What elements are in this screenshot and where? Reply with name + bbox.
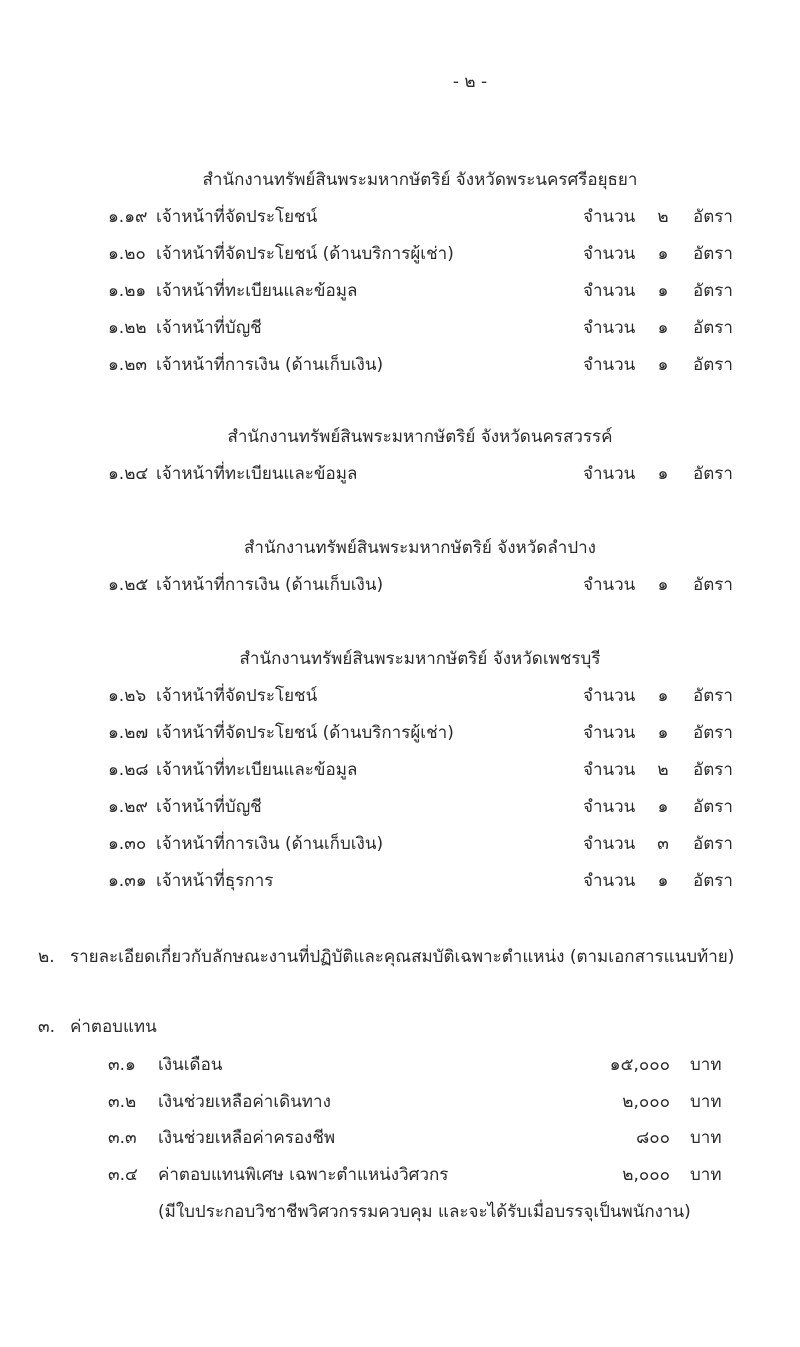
position-count: ๑ bbox=[657, 575, 669, 595]
position-number: ๑.๒๐ bbox=[108, 244, 146, 264]
unit-label: อัตรา bbox=[693, 318, 733, 338]
count-label: จำนวน bbox=[583, 281, 636, 301]
unit-label: อัตรา bbox=[693, 207, 733, 227]
position-count: ๑ bbox=[657, 318, 669, 338]
count-label: จำนวน bbox=[583, 207, 636, 227]
position-number: ๑.๒๓ bbox=[108, 355, 148, 375]
position-number: ๑.๒๙ bbox=[108, 797, 148, 817]
unit-label: อัตรา bbox=[693, 871, 733, 891]
position-number: ๑.๒๖ bbox=[108, 686, 147, 706]
section-3-number: ๓. bbox=[38, 1017, 56, 1037]
position-title: เจ้าหน้าที่บัญชี bbox=[156, 318, 262, 338]
position-title: เจ้าหน้าที่จัดประโยชน์ bbox=[156, 686, 318, 706]
unit-label: อัตรา bbox=[693, 760, 733, 780]
position-title: เจ้าหน้าที่ทะเบียนและข้อมูล bbox=[156, 464, 358, 484]
unit-label: อัตรา bbox=[693, 244, 733, 264]
compensation-title: เงินช่วยเหลือค่าครองชีพ bbox=[158, 1128, 336, 1149]
position-title: เจ้าหน้าที่การเงิน (ด้านเก็บเงิน) bbox=[156, 575, 384, 595]
count-label: จำนวน bbox=[583, 686, 636, 706]
compensation-number: ๓.๑ bbox=[108, 1055, 136, 1075]
position-number: ๑.๒๕ bbox=[108, 575, 149, 595]
count-label: จำนวน bbox=[583, 723, 636, 743]
section-2-number: ๒. bbox=[38, 947, 55, 967]
position-count: ๑ bbox=[657, 244, 669, 264]
unit-label: อัตรา bbox=[693, 575, 733, 595]
currency-label: บาท bbox=[690, 1055, 722, 1075]
unit-label: อัตรา bbox=[693, 723, 733, 743]
currency-label: บาท bbox=[690, 1091, 722, 1112]
office-heading: สำนักงานทรัพย์สินพระมหากษัตริย์ จังหวัดนครสวรรค์ bbox=[227, 427, 613, 447]
position-title: เจ้าหน้าที่ธุรการ bbox=[156, 871, 274, 891]
compensation-number: ๓.๔ bbox=[108, 1165, 138, 1186]
unit-label: อัตรา bbox=[693, 797, 733, 817]
position-title: เจ้าหน้าที่ทะเบียนและข้อมูล bbox=[156, 281, 358, 301]
count-label: จำนวน bbox=[583, 871, 636, 891]
compensation-amount: ๑๕,๐๐๐ bbox=[609, 1055, 670, 1075]
count-label: จำนวน bbox=[583, 797, 636, 817]
unit-label: อัตรา bbox=[693, 464, 733, 484]
position-count: ๒ bbox=[657, 207, 669, 227]
compensation-number: ๓.๓ bbox=[108, 1128, 137, 1149]
compensation-note: (มีใบประกอบวิชาชีพวิศวกรรมควบคุม และจะได้รับเมื่อบรรจุเป็นพนักงาน) bbox=[158, 1202, 691, 1222]
position-count: ๑ bbox=[657, 686, 669, 706]
position-count: ๓ bbox=[657, 834, 669, 854]
count-label: จำนวน bbox=[583, 760, 636, 780]
position-count: ๑ bbox=[657, 723, 669, 743]
position-count: ๑ bbox=[657, 871, 669, 891]
position-number: ๑.๓๑ bbox=[108, 871, 147, 891]
position-title: เจ้าหน้าที่จัดประโยชน์ (ด้านบริการผู้เช่า) bbox=[156, 244, 454, 264]
count-label: จำนวน bbox=[583, 464, 636, 484]
currency-label: บาท bbox=[690, 1165, 722, 1186]
unit-label: อัตรา bbox=[693, 355, 733, 375]
position-title: เจ้าหน้าที่การเงิน (ด้านเก็บเงิน) bbox=[156, 355, 384, 375]
page-number: - ๒ - bbox=[452, 72, 488, 92]
position-count: ๑ bbox=[657, 464, 669, 484]
position-title: เจ้าหน้าที่การเงิน (ด้านเก็บเงิน) bbox=[156, 834, 384, 854]
compensation-title: เงินช่วยเหลือค่าเดินทาง bbox=[158, 1091, 331, 1112]
unit-label: อัตรา bbox=[693, 281, 733, 301]
section-3-title: ค่าตอบแทน bbox=[70, 1017, 157, 1037]
count-label: จำนวน bbox=[583, 834, 636, 854]
compensation-amount: ๒,๐๐๐ bbox=[622, 1091, 670, 1112]
compensation-amount: ๒,๐๐๐ bbox=[622, 1165, 670, 1186]
position-number: ๑.๒๔ bbox=[108, 464, 149, 484]
position-number: ๑.๑๙ bbox=[108, 207, 148, 227]
compensation-title: เงินเดือน bbox=[158, 1055, 223, 1075]
position-count: ๑ bbox=[657, 797, 669, 817]
office-heading: สำนักงานทรัพย์สินพระมหากษัตริย์ จังหวัดเพชรบุรี bbox=[239, 649, 601, 669]
position-number: ๑.๒๑ bbox=[108, 281, 147, 301]
position-number: ๑.๒๒ bbox=[108, 318, 147, 338]
compensation-title: ค่าตอบแทนพิเศษ เฉพาะตำแหน่งวิศวกร bbox=[158, 1165, 449, 1186]
compensation-number: ๓.๒ bbox=[108, 1091, 137, 1112]
position-count: ๒ bbox=[657, 760, 669, 780]
count-label: จำนวน bbox=[583, 355, 636, 375]
office-heading: สำนักงานทรัพย์สินพระมหากษัตริย์ จังหวัดลำปาง bbox=[244, 538, 596, 558]
position-title: เจ้าหน้าที่บัญชี bbox=[156, 797, 262, 817]
position-number: ๑.๒๗ bbox=[108, 723, 149, 743]
section-2-text: รายละเอียดเกี่ยวกับลักษณะงานที่ปฏิบัติและคุณสมบัติเฉพาะตำแหน่ง (ตามเอกสารแนบท้าย) bbox=[70, 947, 735, 967]
position-title: เจ้าหน้าที่จัดประโยชน์ bbox=[156, 207, 318, 227]
unit-label: อัตรา bbox=[693, 686, 733, 706]
position-count: ๑ bbox=[657, 355, 669, 375]
position-title: เจ้าหน้าที่จัดประโยชน์ (ด้านบริการผู้เช่า) bbox=[156, 723, 454, 743]
position-title: เจ้าหน้าที่ทะเบียนและข้อมูล bbox=[156, 760, 358, 780]
compensation-amount: ๘๐๐ bbox=[636, 1128, 670, 1149]
count-label: จำนวน bbox=[583, 318, 636, 338]
count-label: จำนวน bbox=[583, 244, 636, 264]
position-number: ๑.๓๐ bbox=[108, 834, 147, 854]
unit-label: อัตรา bbox=[693, 834, 733, 854]
count-label: จำนวน bbox=[583, 575, 636, 595]
currency-label: บาท bbox=[690, 1128, 722, 1149]
position-count: ๑ bbox=[657, 281, 669, 301]
position-number: ๑.๒๘ bbox=[108, 760, 149, 780]
office-heading: สำนักงานทรัพย์สินพระมหากษัตริย์ จังหวัดพระนครศรีอยุธยา bbox=[202, 170, 638, 190]
